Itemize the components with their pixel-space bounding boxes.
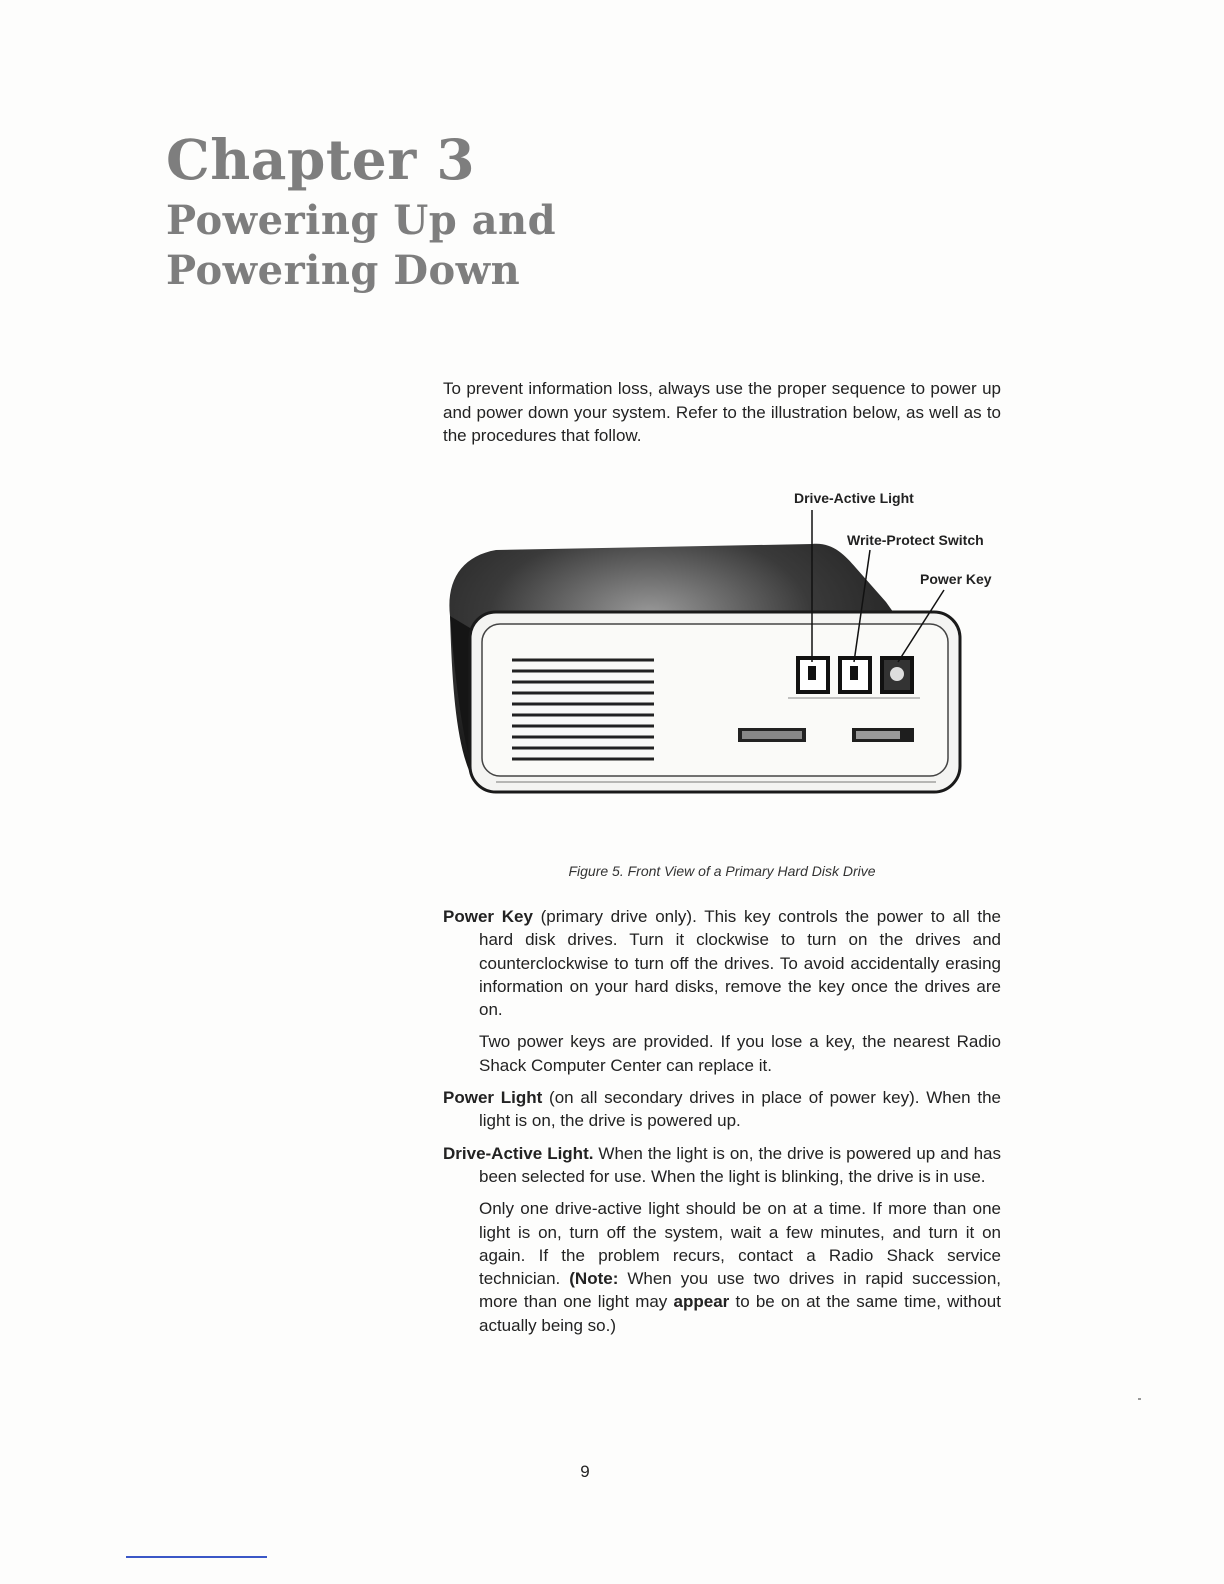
footer-rule — [126, 1556, 267, 1558]
definition-term: Power Key — [443, 907, 533, 926]
intro-paragraph: To prevent information loss, always use the proper sequence to power up and power down your system. Refer to the illustration below, as well as to the procedures that follow. — [443, 379, 1001, 445]
chapter-label: Chapter 3 — [166, 127, 476, 192]
callout-power-key: Power Key — [920, 571, 992, 587]
note-text-part2: When you use two drives in rapid succession, more than one light may — [479, 1269, 1001, 1312]
control-panel — [788, 658, 920, 698]
definition-power-light — [443, 1086, 1001, 1133]
note-text-part3: to be on at the same time, without actually being so.) — [479, 1292, 1001, 1335]
note-text-part1: Only one drive-active light should be on at a time. If more than one light is on, turn off the system, wait a few minutes, and turn it on again. If the problem recurs, contact a Radio Shack service technician. — [479, 1199, 1001, 1289]
callout-drive-active-light: Drive-Active Light — [794, 490, 914, 506]
page-number: 9 — [580, 1462, 590, 1481]
definition-term: Power Light — [443, 1088, 543, 1108]
note-emphasis: appear — [673, 1292, 730, 1312]
definition-note — [443, 1197, 1001, 1337]
note-label: (Note: — [569, 1269, 619, 1289]
drive-front-panel — [482, 624, 948, 776]
chapter-heading — [166, 128, 726, 296]
definition-text: When the light is on, the drive is powered up and has been selected for use. When the light is blinking, the drive is in use. — [479, 1143, 1001, 1186]
callout-write-protect-switch: Write-Protect Switch — [847, 532, 984, 548]
hard-disk-figure — [436, 484, 1016, 814]
scan-speck — [1138, 1398, 1141, 1400]
definition-power-key — [443, 905, 1001, 1077]
definition-list — [443, 905, 1001, 1346]
figure-caption: Figure 5. Front View of a Primary Hard Disk Drive — [568, 863, 876, 879]
chapter-title: Powering Up and Powering Down — [166, 197, 557, 294]
definition-text: (on all secondary drives in place of power key). When the light is on, the drive is powered up. — [479, 1088, 1002, 1131]
definition-note: Two power keys are provided. If you lose a key, the nearest Radio Shack Computer Center can replace it. — [479, 1032, 1001, 1075]
definition-drive-active-light — [443, 1142, 1001, 1337]
definition-term: Drive-Active Light. — [443, 1143, 594, 1163]
definition-text: (primary drive only). This key controls the power to all the hard disk drives. Turn it clockwise to turn on the drives and counterclockwise to turn off the drives. To avoid accidentally erasing information on your hard disks, remove the key once the drives are on. — [479, 907, 1001, 1020]
